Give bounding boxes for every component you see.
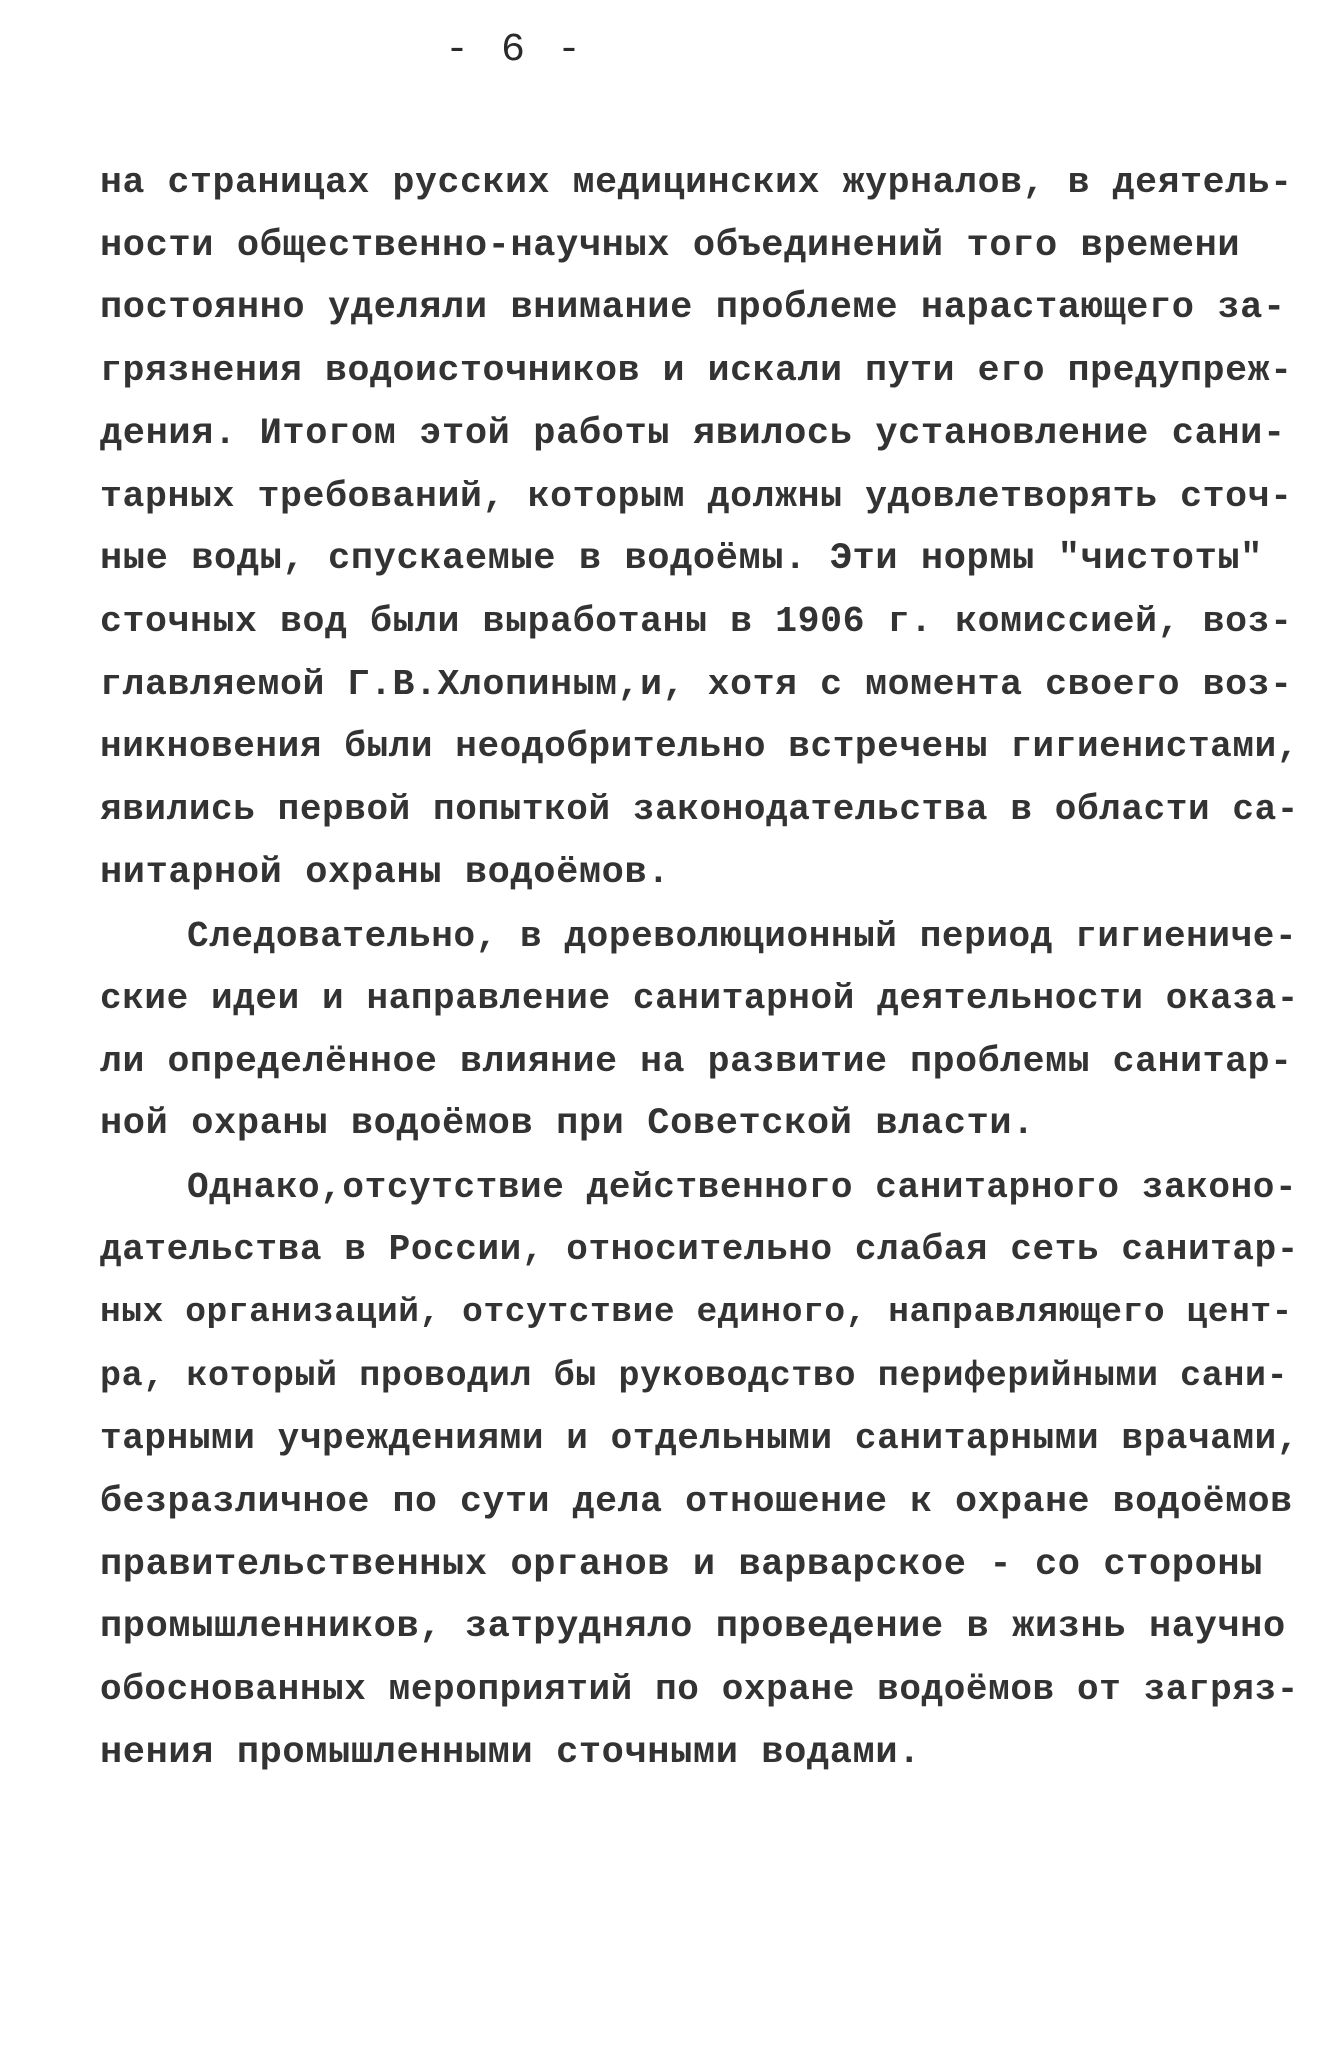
text-line: постоянно уделяли внимание проблеме нарастающего за- xyxy=(100,287,1286,329)
text-line: правительственных органов и варварское - со стороны xyxy=(100,1544,1263,1586)
text-line: Следовательно, в дореволюционный период гигиениче- xyxy=(187,916,1298,957)
text-line: нения промышленными сточными водами. xyxy=(100,1732,921,1774)
text-line: безразличное по сути дела отношение к охране водоёмов xyxy=(100,1481,1293,1522)
text-line: тарных требований, которым должны удовлетворять сточ- xyxy=(100,476,1293,517)
text-line: промышленников, затрудняло проведение в жизнь научно xyxy=(100,1606,1286,1648)
text-line: ли определённое влияние на развитие проблемы санитар- xyxy=(100,1041,1293,1082)
text-line: дения. Итогом этой работы явилось установление сани- xyxy=(100,413,1286,455)
text-line: сточных вод были выработаны в 1906 г. комиссией, воз- xyxy=(100,601,1293,642)
text-line: нитарной охраны водоёмов. xyxy=(100,852,671,894)
text-line: ные воды, спускаемые в водоёмы. Эти нормы "чистоты" xyxy=(100,538,1263,580)
text-line: никновения были неодобрительно встречены гигиенистами, xyxy=(100,726,1299,767)
text-line: явились первой попыткой законодательства в области са- xyxy=(100,789,1299,830)
text-line: Однако,отсутствие действенного санитарного законо- xyxy=(187,1167,1298,1208)
text-line: обоснованных мероприятий по охране водоёмов от загряз- xyxy=(100,1669,1299,1710)
text-line: главляемой Г.В.Хлопиным,и, хотя с момента своего воз- xyxy=(100,664,1293,705)
text-line: дательства в России, относительно слабая сеть санитар- xyxy=(100,1229,1299,1270)
text-line: грязнения водоисточников и искали пути его предупреж- xyxy=(100,350,1293,391)
text-line: ных организаций, отсутствие единого, направляющего цент- xyxy=(100,1293,1293,1332)
text-line: ной охраны водоёмов при Советской власти. xyxy=(100,1103,1035,1145)
text-line: на страницах русских медицинских журналов, в деятель- xyxy=(100,162,1293,203)
text-line: ра, который проводил бы руководство периферийными сани- xyxy=(100,1356,1289,1396)
text-line: тарными учреждениями и отдельными санитарными врачами, xyxy=(100,1418,1299,1459)
text-line: ские идеи и направление санитарной деятельности оказа- xyxy=(100,978,1299,1019)
page-number: - 6 - xyxy=(445,28,586,73)
text-line: ности общественно-научных объединений того времени xyxy=(100,225,1241,267)
